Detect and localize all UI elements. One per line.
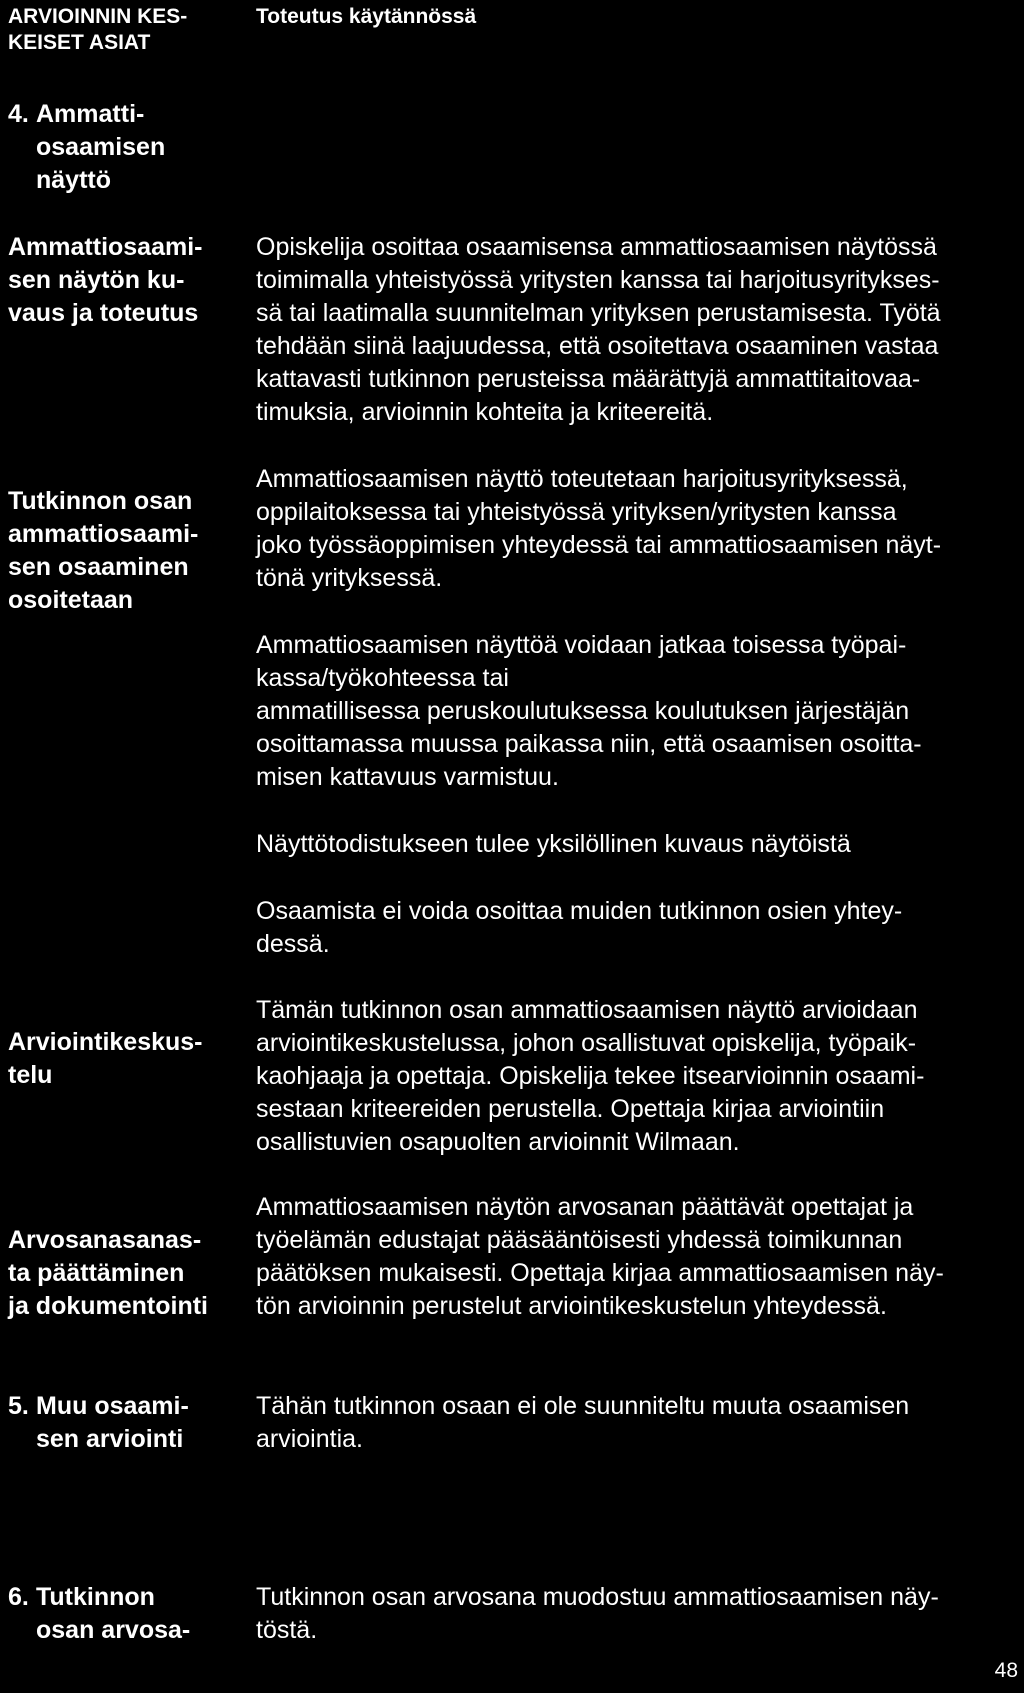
section-5-title-rest: sen arviointi bbox=[36, 1425, 184, 1453]
section-6-title-rest: osan arvosa- bbox=[36, 1616, 191, 1644]
section-6-number: 6. bbox=[8, 1583, 29, 1611]
section-4-number: 4. bbox=[8, 100, 29, 128]
section-4-title-rest: osaamisen näyttö bbox=[36, 133, 166, 194]
text-arvosana-dokumentointi: Ammattiosaamisen näytön arvosanan päättävät opettajat ja työelämän edustajat pääsääntöisesti yhdessä toimikunnan päätöksen mukaisesti. Opettaja kirjaa ammattiosaamisen näy- tön arvioinnin perustelut arviointikeskustelun yhteydessä. bbox=[256, 1193, 944, 1320]
label-osaaminen-osoitetaan: Tutkinnon osan ammattiosaami- sen osaaminen osoitetaan bbox=[8, 487, 199, 614]
page-number: 48 bbox=[994, 1659, 1018, 1682]
section-4-title-line1: Ammatti- bbox=[36, 100, 145, 128]
label-arviointikeskustelu: Arviointikeskus- telu bbox=[8, 1028, 203, 1089]
text-arvosana-muodostuminen: Tutkinnon osan arvosana muodostuu ammattiosaamisen näy- töstä. bbox=[256, 1583, 939, 1644]
section-5-number: 5. bbox=[8, 1392, 29, 1420]
paragraph-osaamista-ei: Osaamista ei voida osoittaa muiden tutkinnon osien yhtey- dessä. bbox=[256, 897, 903, 958]
section-5-title-line1: Muu osaami- bbox=[36, 1392, 189, 1420]
paragraph-naytto-jatkaminen: Ammattiosaamisen näyttöä voidaan jatkaa toisessa työpai- kassa/työkohteessa tai ammatillisessa peruskoulutuksessa koulutuksen järjestäjän osoittamassa muussa paikassa niin, että osaamisen osoitta- misen kattavuus varmistuu. bbox=[256, 631, 922, 791]
section-6-title bbox=[8, 1581, 190, 1647]
section-4-body bbox=[256, 231, 1024, 995]
label-arvosana-dokumentointi: Arvosanasanas- ta päättäminen ja dokumentointi bbox=[8, 1226, 208, 1320]
text-muu-arviointi: Tähän tutkinnon osaan ei ole suunniteltu muuta osaamisen arviointia. bbox=[256, 1392, 910, 1453]
paragraph-naytto-toteutus: Ammattiosaamisen näyttö toteutetaan harjoitusyrityksessä, oppilaitoksessa tai yhteistyössä yrityksen/yritysten kanssa joko työssäoppimisen yhteydessä tai ammattiosaamisen näyt- tönä yrityksessä. bbox=[256, 465, 942, 592]
paragraph-nayttotodistus: Näyttötodistukseen tulee yksilöllinen kuvaus näytöistä bbox=[256, 830, 851, 858]
paragraph-naytto-kuvaus: Opiskelija osoittaa osaamisensa ammattiosaamisen näytössä toimimalla yhteistyössä yritysten kanssa tai harjoitusyritykses- sä tai laatimalla suunnitelman yrityksen perustamisesta. Työtä tehdään siinä laajuudessa, että osoitettava osaaminen vastaa kattavasti tutkinnon perusteissa määrättyjä ammattitaitovaa- timuksia, arvioinnin kohteita ja kriteereitä. bbox=[256, 233, 941, 426]
text-arviointikeskustelu: Tämän tutkinnon osan ammattiosaamisen näyttö arvioidaan arviointikeskustelussa, johon osallistuvat opiskelija, työpaik- kaohjaaja ja opettaja. Opiskelija tekee itsearvioinnin osaami- sestaan kriteereiden perustella. Opettaja kirjaa arviointiin osallistuvien osapuolten arvioinnit Wilmaan. bbox=[256, 996, 925, 1156]
section-4-title bbox=[8, 98, 165, 197]
column-header-toteutus: Toteutus käytännössä bbox=[256, 5, 477, 28]
section-5-title bbox=[8, 1390, 189, 1456]
section-6-title-line1: Tutkinnon bbox=[36, 1583, 155, 1611]
column-header-arviointi: ARVIOINNIN KES- KEISET ASIAT bbox=[8, 5, 188, 54]
label-naytto-kuvaus: Ammattiosaami- sen näytön ku- vaus ja toteutus bbox=[8, 233, 203, 327]
